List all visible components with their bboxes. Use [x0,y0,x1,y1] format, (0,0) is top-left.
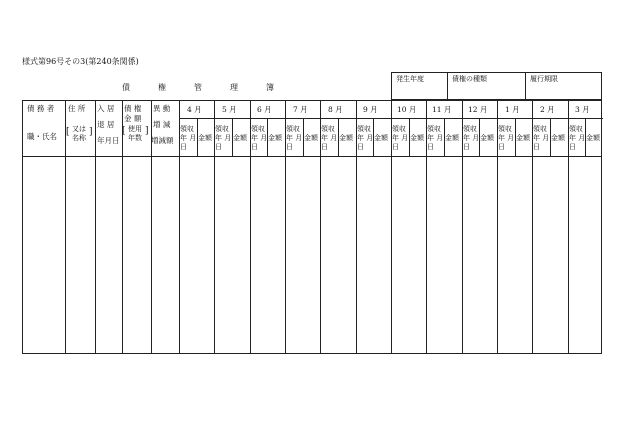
right-paren: ] [89,127,93,137]
right-paren: ] [145,126,149,136]
left-paren: [ [122,126,126,136]
title-char: 理 [230,83,238,92]
deadline-cell[interactable] [525,73,603,99]
receipt-ym-label: 年 月 [569,134,586,142]
receipt-ym-label: 年 月 [321,134,338,142]
claim-years-header: 年数 [128,134,142,142]
receipt-day-label: 日 [357,143,364,151]
type-label: 債権の種類 [452,75,487,83]
receipt-ym-label: 年 月 [251,134,268,142]
receipt-day-label: 日 [215,143,222,151]
receipt-ym-label: 年 月 [498,134,515,142]
col-divider [95,101,96,353]
address-sub-1: 又は [72,125,86,133]
entry-header: 入 居 [97,104,115,113]
receipt-label: 領収 [251,125,265,133]
amount-label: 金額 [586,134,600,142]
deadline-label: 履行期限 [530,75,558,83]
month-label: 3 月 [575,105,590,114]
receipt-ym-label: 年 月 [392,134,409,142]
receipt-label: 領収 [498,125,512,133]
year-cell[interactable] [392,73,447,99]
page-title [122,82,302,93]
receipt-day-label: 日 [321,143,328,151]
receipt-label: 領収 [321,125,335,133]
receipt-label: 領収 [533,125,547,133]
amount-label: 金額 [551,134,565,142]
month-label: 10 月 [397,105,417,114]
year-label: 発生年度 [396,75,424,83]
title-char: 権 [158,83,166,92]
change-header: 異 動 [153,104,171,113]
title-char: 管 [194,83,202,92]
receipt-label: 領収 [180,125,194,133]
receipt-day-label: 日 [463,143,470,151]
amount-label: 金額 [268,134,282,142]
claim-header: 債 権 [124,104,142,113]
receipt-label: 領収 [286,125,300,133]
receipt-label: 領収 [357,125,371,133]
entry-date-header: 年月日 [97,136,120,145]
month-label: 6 月 [257,105,272,114]
receipt-day-label: 日 [392,143,399,151]
receipt-day-label: 日 [427,143,434,151]
amount-label: 金額 [480,134,494,142]
amount-label: 金額 [198,134,212,142]
month-label: 11 月 [432,105,452,114]
receipt-day-label: 日 [251,143,258,151]
exit-header: 退 居 [97,120,115,129]
receipt-label: 領収 [215,125,229,133]
receipt-ym-label: 年 月 [357,134,374,142]
debtor-header: 債 務 者 [27,104,55,113]
amount-label: 金額 [304,134,318,142]
month-label: 4 月 [187,105,202,114]
receipt-ym-label: 年 月 [463,134,480,142]
receipt-ym-label: 年 月 [286,134,303,142]
amount-label: 金額 [410,134,424,142]
amount-label: 金額 [233,134,247,142]
receipt-ym-label: 年 月 [533,134,550,142]
month-label: 2 月 [540,105,555,114]
change-increase-header: 増 減 [153,120,171,129]
month-label: 9 月 [363,105,378,114]
month-label: 5 月 [222,105,237,114]
claim-amount-header: 金 額 [124,114,142,123]
receipt-day-label: 日 [498,143,505,151]
left-paren: [ [66,127,70,137]
type-cell[interactable] [447,73,525,99]
address-sub-2: 名称 [72,134,86,142]
info-box [391,72,602,100]
receipt-ym-label: 年 月 [427,134,444,142]
ledger-table [22,100,602,354]
receipt-ym-label: 年 月 [215,134,232,142]
receipt-day-label: 日 [180,143,187,151]
receipt-day-label: 日 [286,143,293,151]
month-label: 8 月 [328,105,343,114]
address-header: 住 所 [68,104,86,113]
receipt-label: 領収 [427,125,441,133]
title-char: 簿 [266,83,274,92]
header-divider [23,156,601,157]
month-label: 12 月 [468,105,488,114]
amount-label: 金額 [516,134,530,142]
amount-label: 金額 [445,134,459,142]
form-code: 様式第96号その3(第240条関係) [22,57,139,66]
month-label: 7 月 [293,105,308,114]
change-amount-header: 増減額 [151,136,174,145]
receipt-label: 領収 [392,125,406,133]
month-label: 1 月 [505,105,520,114]
receipt-label: 領収 [463,125,477,133]
debtor-sub-header: 職・氏名 [27,132,57,141]
receipt-day-label: 日 [533,143,540,151]
title-char: 債 [122,83,130,92]
claim-usage-header: 使用 [128,125,142,133]
receipt-ym-label: 年 月 [180,134,197,142]
receipt-day-label: 日 [569,143,576,151]
amount-label: 金額 [374,134,388,142]
receipt-label: 領収 [569,125,583,133]
amount-label: 金額 [339,134,353,142]
